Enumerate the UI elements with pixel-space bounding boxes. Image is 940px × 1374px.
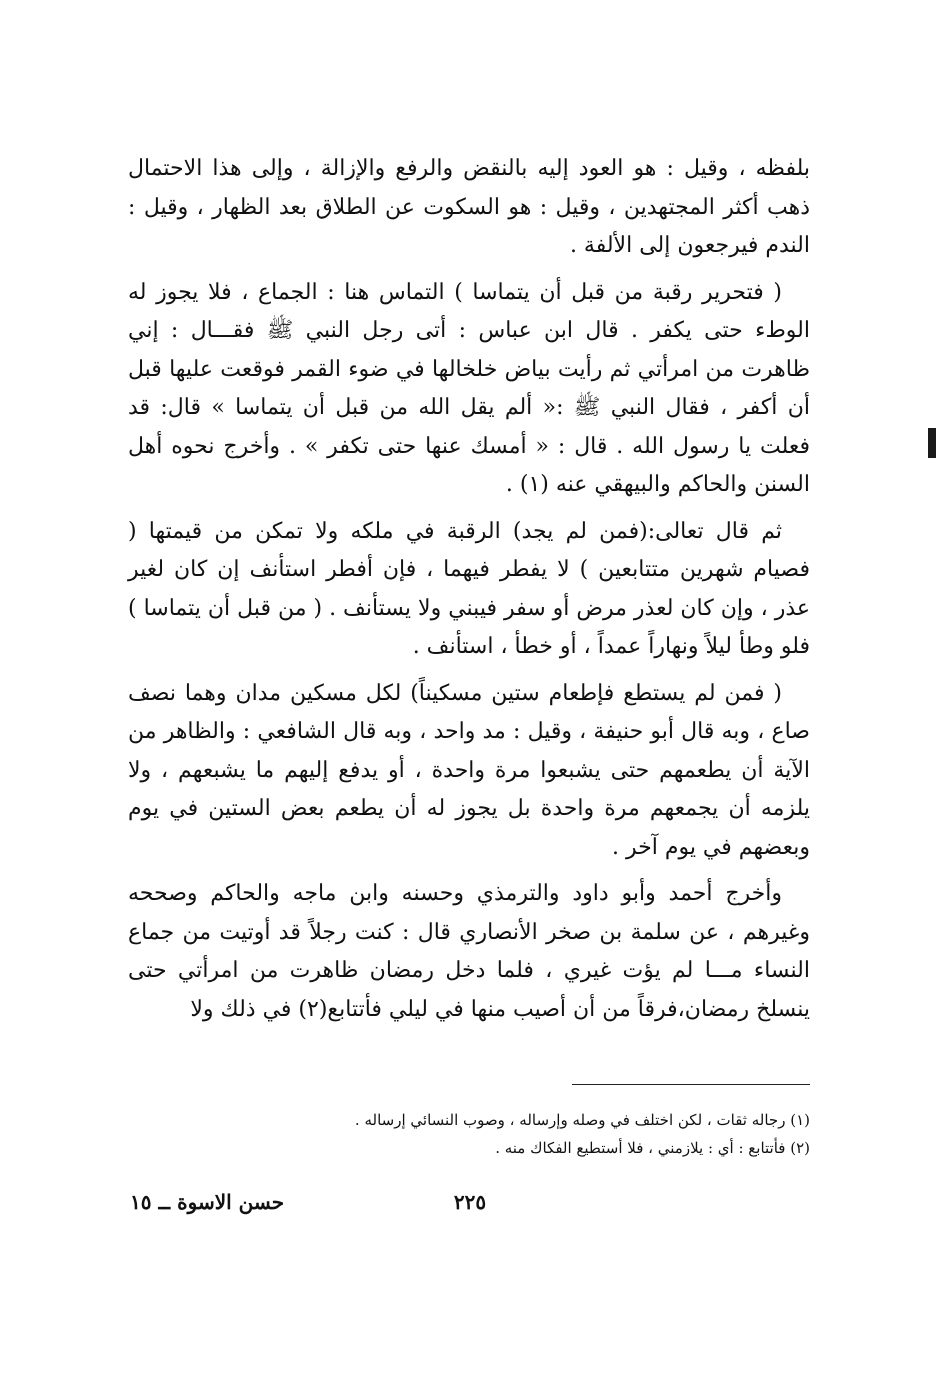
body-text xyxy=(128,150,810,1037)
paragraph-1: بلفظه ، وقيل : هو العود إليه بالنقض والرفع والإزالة ، وإلى هذا الاحتمال ذهب أكثر المجتهدين ، وقيل : هو السكوت عن الطلاق بعد الظهار ، وقيل : الندم فيرجعون إلى الألفة . xyxy=(128,156,810,258)
scan-edge-mark xyxy=(928,428,936,458)
paragraph-5: وأخرج أحمد وأبو داود والترمذي وحسنه وابن ماجه والحاكم وصححه وغيرهم ، عن سلمة بن صخر الأنصاري قال : كنت رجلاً قد أوتيت من جماع النساء مـــا لم يؤت غيري ، فلما دخل رمضان ظاهرت من امرأتي حتى ينسلخ رمضان،فرقاً من أن أصيب منها في ليلي فأتتابع(٢) في ذلك ولا xyxy=(128,881,810,1022)
page-number: ٢٢٥ xyxy=(453,1190,487,1214)
footnotes xyxy=(128,1106,810,1162)
paragraph-3: ثم قال تعالى:(فمن لم يجد) الرقبة في ملكه ولا تمكن من قيمتها ( فصيام شهرين متتابعين ) لا يفطر فيهما ، فإن أفطر استأنف إن كان لغير عذر ، وإن كان لعذر مرض أو سفر فيبني ولا يستأنف . ( من قبل أن يتماسا ) فلو وطأ ليلاً ونهاراً عمداً ، أو خطأ ، استأنف . xyxy=(128,518,810,659)
paragraph-4: ( فمن لم يستطع فإطعام ستين مسكيناً) لكل مسكين مدان وهما نصف صاع ، وبه قال أبو حنيفة ، وقيل : مد واحد ، وبه قال الشافعي : والظاهر من الآية أن يطعمهم حتى يشبعوا مرة واحدة ، أو يدفع إليهم ما يشبعهم ، ولا يلزمه أن يجمعهم مرة واحدة بل يجوز له أن يطعم بعض الستين في يوم وبعضهم في يوم آخر . xyxy=(128,680,810,860)
paragraph-2: ( فتحرير رقبة من قبل أن يتماسا ) التماس هنا : الجماع ، فلا يجوز له الوطء حتى يكفر . قال ابن عباس : أتى رجل النبي ﷺ فقـــال : إني ظاهرت من امرأتي ثم رأيت بياض خلخالها في ضوء القمر فوقعت عليها قبل أن أكفر ، فقال النبي ﷺ :« ألم يقل الله من قبل أن يتماسا » قال: قد فعلت يا رسول الله . قال : « أمسك عنها حتى تكفر » . وأخرج نحوه أهل السنن والحاكم والبيهقي عنه (١) . xyxy=(128,279,810,497)
footnote-1: (١) رجاله ثقات ، لكن اختلف في وصله وإرساله ، وصوب النسائي إرساله . xyxy=(354,1111,810,1129)
signature-mark: حسن الاسوة ــ ١٥ xyxy=(130,1190,285,1214)
footnote-divider xyxy=(572,1084,810,1085)
footnote-2: (٢) فأتتابع : أي : يلازمني ، فلا أستطيع الفكاك منه . xyxy=(495,1139,810,1157)
